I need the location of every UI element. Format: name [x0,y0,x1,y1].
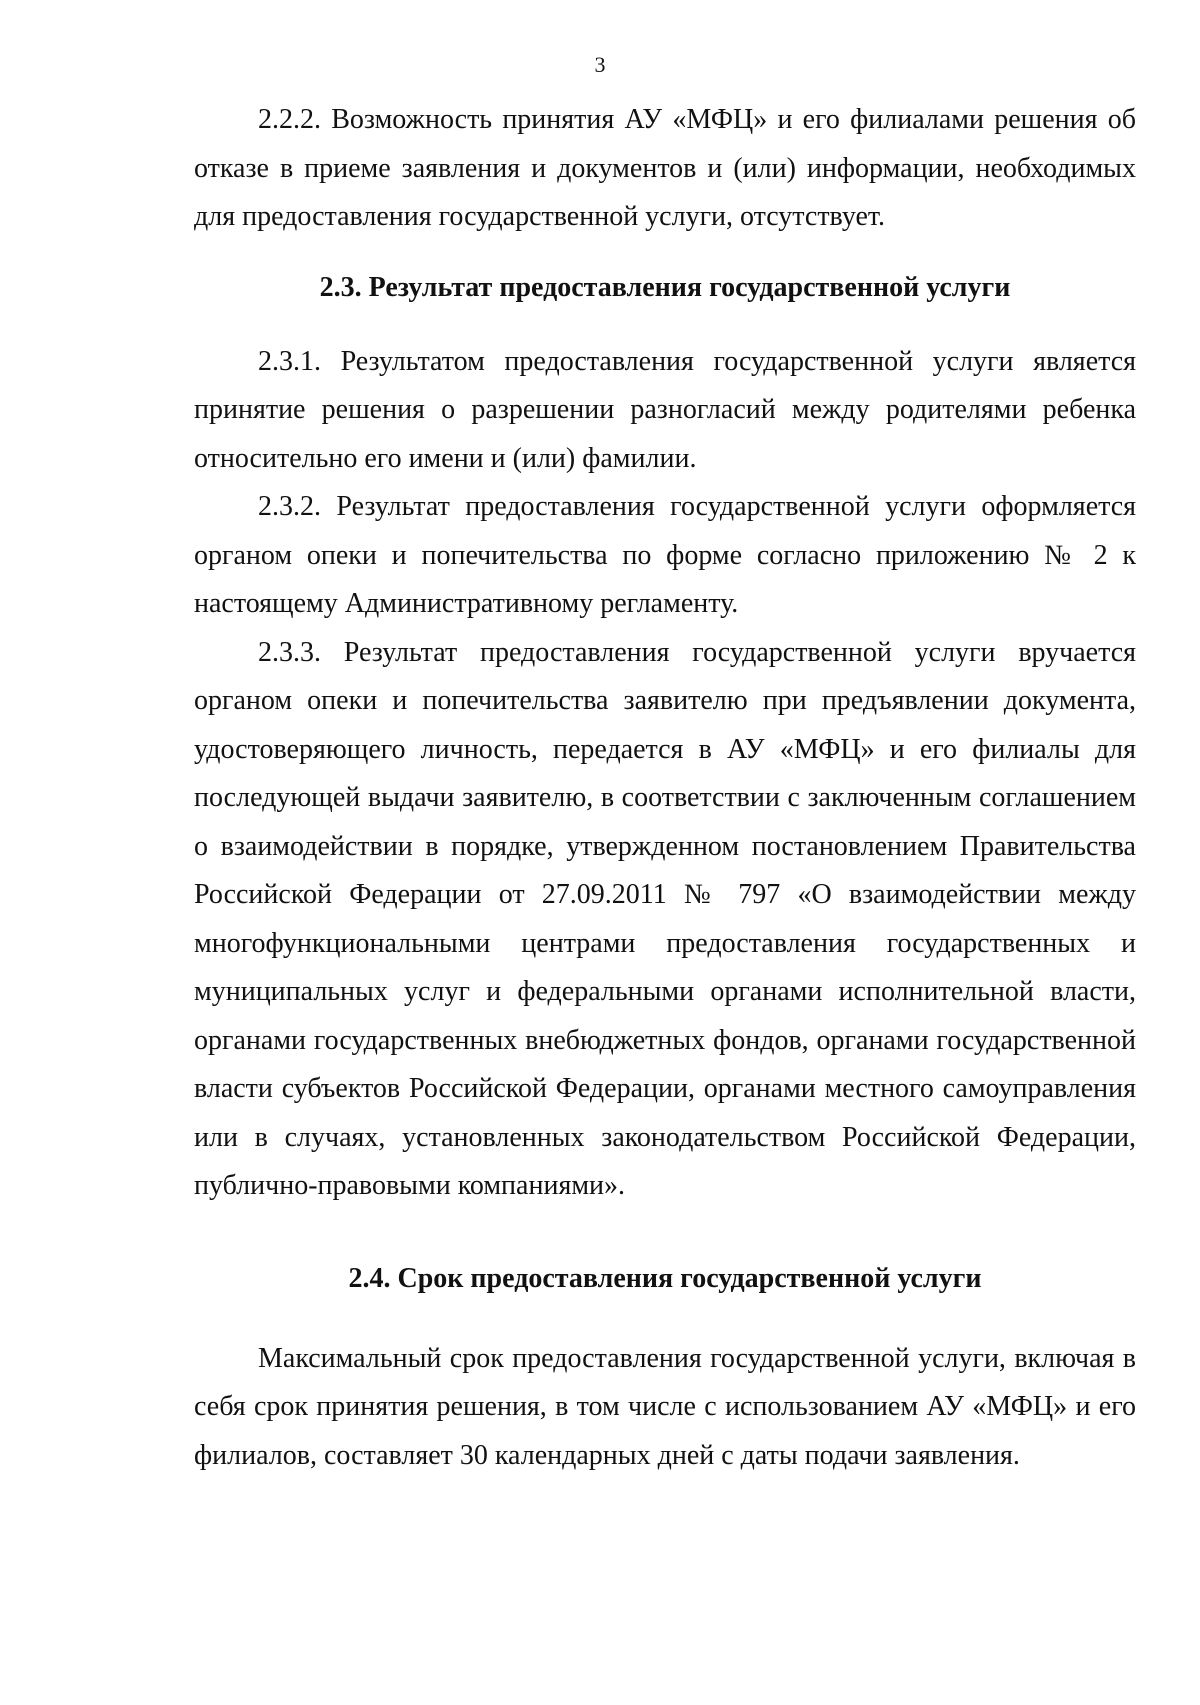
paragraph-2-3-3: 2.3.3. Результат предоставления государственной услуги вручается органом опеки и попечительства заявителю при предъявлении документа, удостоверяющего личность, передается в АУ «МФЦ» и его филиалы для последующей выдачи заявителю, в соответствии с заключенным соглашением о взаимодействии в порядке, утвержденном постановлением Правительства Российской Федерации от 27.09.2011 № 797 «О взаимодействии между многофункциональными центрами предоставления государственных и муниципальных услуг и федеральными органами исполнительной власти, органами государственных внебюджетных фондов, органами государственной власти субъектов Российской Федерации, органами местного самоуправления или в случаях, установленных законодательством Российской Федерации, публично-правовыми компаниями». [194,636,1136,1201]
section-heading-2-4: 2.4. Срок предоставления государственной услуги [348,1262,982,1294]
paragraph-2-2-2: 2.2.2. Возможность принятия АУ «МФЦ» и его филиалами решения об отказе в приеме заявления и документов и (или) информации, необходимых для предоставления государственной услуги, отсутствует. [194,104,1136,232]
paragraph-2-3-1: 2.3.1. Результатом предоставления государственной услуги является принятие решения о разрешении разногласий между родителями ребенка относительно его имени и (или) фамилии. [194,345,1136,474]
document-body [194,96,1136,1480]
paragraph-2-3-2: 2.3.2. Результат предоставления государственной услуги оформляется органом опеки и попечительства по форме согласно приложению № 2 к настоящему Административному регламенту. [194,491,1136,619]
page-number: 3 [594,52,606,77]
paragraph-2-4: Максимальный срок предоставления государственной услуги, включая в себя срок принятия решения, в том числе с использованием АУ «МФЦ» и его филиалов, составляет 30 календарных дней с даты подачи заявления. [194,1342,1136,1471]
section-heading-2-3: 2.3. Результат предоставления государственной услуги [319,271,1011,303]
